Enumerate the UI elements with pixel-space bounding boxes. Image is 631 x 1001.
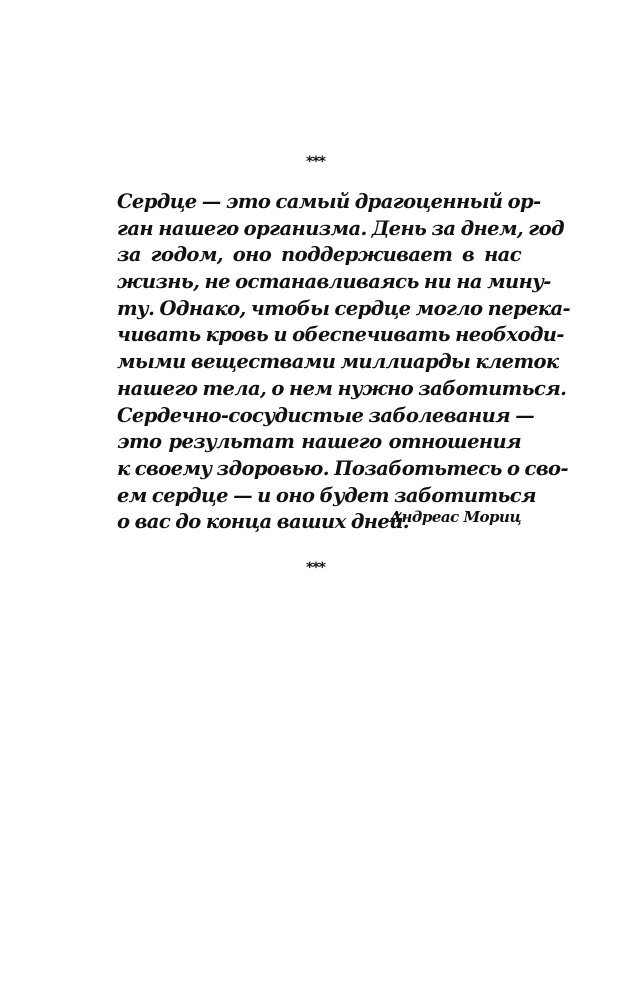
quote-line: ту. Однако, чтобы сердце могло перека- xyxy=(117,296,571,320)
quote-line: к своему здоровью. Позаботьтесь о сво- xyxy=(117,456,568,480)
ornament-top: *** xyxy=(306,154,325,170)
quote-line: о вас до конца ваших дней. xyxy=(117,510,409,534)
quote-line: жизнь, не останавливаясь ни на мину- xyxy=(117,270,551,294)
quote-line: за годом, оно поддерживает в нас xyxy=(117,243,521,267)
quote-line: ган нашего организма. День за днем, год xyxy=(117,216,565,240)
ornament-bottom: *** xyxy=(306,560,325,576)
quote-line: чивать кровь и обеспечивать необходи- xyxy=(117,323,564,347)
quote-line: ем сердце — и оно будет заботиться xyxy=(117,483,536,507)
quote-line: мыми веществами миллиарды клеток xyxy=(117,350,559,374)
quote-line: это результат нашего отношения xyxy=(117,430,521,454)
quote-line: нашего тела, о нем нужно заботиться. xyxy=(117,376,567,400)
quote-author: Андреас Мориц xyxy=(389,508,521,526)
quote-line: Сердечно-сосудистые заболевания — xyxy=(117,403,535,427)
quote-line: Сердце — это самый драгоценный ор- xyxy=(117,190,541,213)
epigraph-quote xyxy=(117,189,571,536)
